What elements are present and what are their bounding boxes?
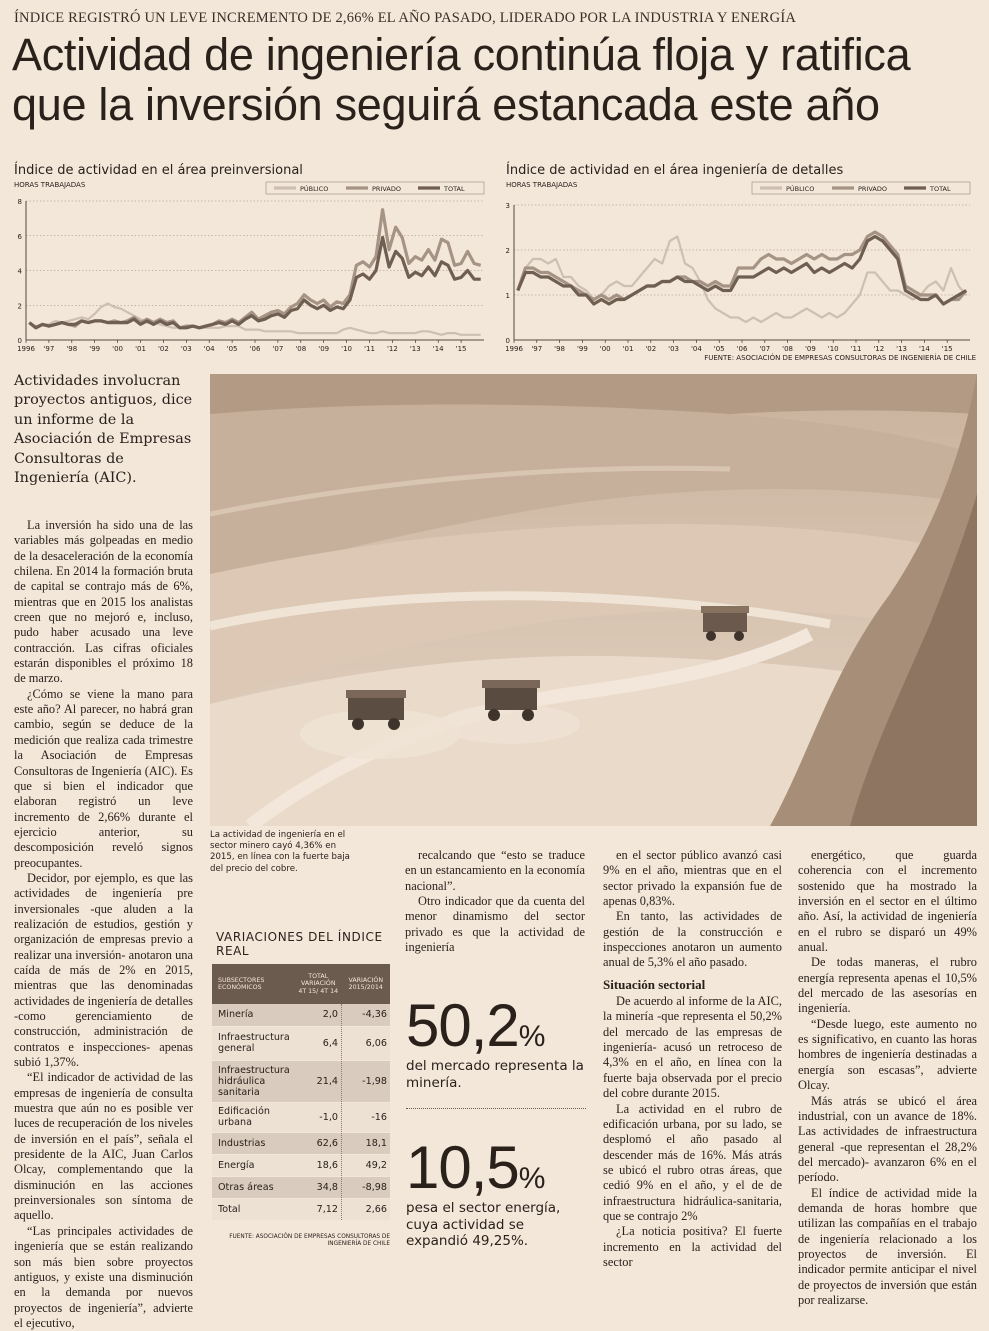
paragraph: La actividad en el rubro de edificación urbana, por su lado, se desplomó el año pasado al descender más de 16%. Más atrás se ubicó el rubro otras áreas, que cedió 9% en el año, y el de de infraestructura hidráulica-sanitaria, que se contrajo 2% (603, 1101, 782, 1223)
x-tick-label: '04 (690, 345, 702, 353)
table-cell: 49,2 (342, 1154, 391, 1176)
table-cell: 2,66 (342, 1198, 391, 1220)
x-tick-label: '05 (226, 345, 238, 353)
x-tick-label: '11 (364, 345, 375, 353)
table-cell: 34,8 (295, 1176, 342, 1198)
chart1-title: Índice de actividad en el área preinversional (14, 163, 303, 178)
chart-source: FUENTE: ASOCIACIÓN DE EMPRESAS CONSULTORAS DE INGENIERÍA DE CHILE (704, 354, 976, 362)
x-tick-label: '03 (668, 345, 680, 353)
paragraph: Más atrás se ubicó el área industrial, con un avance de 18%. Las actividades de infraestructura general -que representan el 28,2% del mercado)- avanzaron 6% en el período. (798, 1093, 977, 1185)
table-cell: 62,6 (295, 1132, 342, 1154)
table-row (212, 1004, 390, 1026)
fact2-text: pesa el sector energía, cuya actividad se expandió 49,25%. (406, 1200, 561, 1249)
x-tick-label: '10 (827, 345, 839, 353)
x-tick-label: 1996 (17, 345, 35, 353)
table-cell: Infraestructura hidráulica sanitaria (212, 1060, 295, 1102)
x-tick-label: '13 (409, 345, 421, 353)
fact2-number (406, 1134, 545, 1209)
series-line-total (518, 237, 966, 305)
fact2-value: 10,5 (406, 1134, 519, 1201)
column-5 (798, 848, 977, 1308)
legend-label: PRIVADO (372, 185, 401, 193)
x-tick-label: '02 (157, 345, 169, 353)
table-row (212, 1198, 390, 1220)
paragraph: De acuerdo al informe de la AIC, la minería -que representa el 50,2% del mercado de las empresas de ingeniería- acusó un retroceso de 4,3% en el año, en línea con la fuerte baja observada por el precio del cobre durante 2015. (603, 994, 782, 1101)
paragraph: Otro indicador que da cuenta del menor dinamismo del sector privado es que la actividad de ingeniería (405, 894, 585, 955)
x-tick-label: '02 (645, 345, 657, 353)
x-tick-label: '08 (782, 345, 794, 353)
x-tick-label: '04 (203, 345, 215, 353)
section-subhead: Situación sectorial (603, 976, 706, 992)
table-cell: Otras áreas (212, 1176, 295, 1198)
table-row (212, 1060, 390, 1102)
y-tick-label: 2 (17, 302, 22, 311)
table-cell: Energía (212, 1154, 295, 1176)
x-tick-label: '05 (713, 345, 725, 353)
table-cell: -8,98 (342, 1176, 391, 1198)
x-tick-label: '98 (66, 345, 78, 353)
kicker: ÍNDICE REGISTRÓ UN LEVE INCREMENTO DE 2,66% EL AÑO PASADO, LIDERADO POR LA INDUSTRIA Y ENERGÍA (14, 10, 797, 26)
table-cell: -4,36 (342, 1004, 391, 1026)
paragraph: “El indicador de actividad de las empresas de ingeniería de consulta muestra que aún no es posible ver luces de recuperación de los niveles de inversión en el país”, señala el presidente de la AIC, Juan Carlos Olcay, complementando que la disminución en las acciones preinversionales son síntoma de aquello. (14, 1070, 193, 1223)
legend-label: PRIVADO (858, 185, 887, 193)
x-tick-label: '12 (873, 345, 885, 353)
table-header: SUBSECTORES ECONÓMICOS (212, 964, 295, 1004)
fact1-unit: % (518, 1020, 545, 1053)
x-tick-label: '99 (576, 345, 588, 353)
paragraph: ¿La noticia positiva? El fuerte incremento en la actividad del sector (603, 1224, 782, 1269)
x-tick-label: '07 (759, 345, 771, 353)
table-cell: Total (212, 1198, 295, 1220)
x-tick-label: '15 (455, 345, 467, 353)
x-tick-label: '97 (531, 345, 543, 353)
column-3 (405, 848, 585, 955)
mine-photo (210, 374, 977, 826)
y-tick-label: 4 (17, 267, 22, 276)
x-tick-label: '15 (941, 345, 953, 353)
chart2-ylabel: HORAS TRABAJADAS (506, 181, 578, 189)
x-tick-label: '98 (554, 345, 566, 353)
table-row (212, 1132, 390, 1154)
table-header: VARIACIÓN 2015/2014 (342, 964, 391, 1004)
table-source: FUENTE: ASOCIACIÓN DE EMPRESAS CONSULTORAS DE INGENIERÍA DE CHILE (229, 1234, 390, 1247)
fact1-value: 50,2 (406, 992, 519, 1059)
paragraph: Decidor, por ejemplo, es que las actividades de ingeniería pre inversionales -que aluden a la realización de estudios, gestión y organización de empresas previo a realizar una inversión- anotaron una caída de más de 2% en 2015, mientras que las denominadas actividades de ingeniería de detalles -como gerenciamiento de construcción, administración de contratos e inspecciones- apenas subió 1,37%. (14, 870, 193, 1070)
paragraph: “Desde luego, este aumento no es significativo, en cuanto las horas hombres de ingeniería destinadas a energía son escasas”, advierte Olcay. (798, 1016, 977, 1093)
legend-label: PÚBLICO (300, 185, 329, 193)
x-tick-label: '09 (804, 345, 816, 353)
x-tick-label: '01 (622, 345, 634, 353)
chart2 (500, 180, 978, 355)
x-tick-label: '00 (112, 345, 124, 353)
x-tick-label: '12 (386, 345, 398, 353)
table-cell: Infraestructura general (212, 1026, 295, 1060)
table-cell: 18,6 (295, 1154, 342, 1176)
table-cell: 2,0 (295, 1004, 342, 1026)
paragraph: El índice de actividad mide la demanda de horas hombre que utilizan las compañías en el trabajo de ingeniería relacionado a los proyectos de inversión. El indicador permite anticipar el nivel de proyectos de inversión que están por realizarse. (798, 1185, 977, 1307)
table-cell: -1,98 (342, 1060, 391, 1102)
fact2-unit: % (518, 1162, 545, 1195)
legend-label: TOTAL (444, 185, 465, 193)
table-cell: 6,06 (342, 1026, 391, 1060)
fact1-number (406, 992, 545, 1067)
column-1 (14, 518, 193, 1331)
paragraph: De todas maneras, el rubro energía representa apenas el 10,5% del mercado de las asesorías en ingeniería. (798, 955, 977, 1016)
table-row (212, 1154, 390, 1176)
x-tick-label: '06 (736, 345, 748, 353)
x-tick-label: 1996 (505, 345, 523, 353)
paragraph: recalcando que “esto se traduce en un estancamiento en la economía nacional”. (405, 848, 585, 893)
column-4 (603, 848, 782, 1270)
variaciones-table (212, 964, 390, 1221)
mine-photo-image (210, 374, 977, 826)
y-tick-label: 0 (17, 337, 22, 345)
paragraph: En tanto, las actividades de gestión de la construcción e inspecciones anotaron un aumento anual de 5,3% el año pasado. (603, 909, 782, 970)
fact1-text: del mercado representa la minería. (406, 1058, 584, 1091)
y-tick-label: 2 (505, 247, 510, 255)
table-title: VARIACIONES DEL ÍNDICE REAL (216, 930, 383, 958)
y-tick-label: 3 (505, 202, 510, 210)
x-tick-label: '06 (249, 345, 261, 353)
y-tick-label: 0 (505, 337, 510, 345)
series-line-público (518, 237, 966, 323)
chart1 (8, 180, 490, 358)
x-tick-label: '03 (180, 345, 192, 353)
x-tick-label: '14 (432, 345, 444, 353)
divider (406, 1108, 586, 1109)
paragraph: ¿Cómo se viene la mano para este año? Al parecer, no habrá gran cambio, según se deduce de la medición que realiza cada trimestre la Asociación de Empresas Consultoras de Ingeniería (AIC). Es que si bien el indicador que elaboran registró un leve incremento de 2,66% durante el ejercicio anterior, su descomposición reveló signos preocupantes. (14, 686, 193, 870)
chart1-ylabel: HORAS TRABAJADAS (14, 181, 86, 189)
legend-label: TOTAL (930, 185, 951, 193)
table-cell: 21,4 (295, 1060, 342, 1102)
paragraph: La inversión ha sido una de las variables más golpeadas en medio de la desaceleración de la economía chilena. En 2014 la formación bruta de capital se contrajo más de 6%, mientras que en 2015 los analistas creen que no mejoró e, incluso, pudo haber acusado una leve contracción. Las cifras oficiales estarán disponibles el próximo 18 de marzo. (14, 518, 193, 686)
x-tick-label: '99 (89, 345, 101, 353)
x-tick-label: '00 (599, 345, 611, 353)
x-tick-label: '10 (341, 345, 353, 353)
table-row (212, 1176, 390, 1198)
x-tick-label: '09 (318, 345, 330, 353)
x-tick-label: '11 (850, 345, 862, 353)
photo-caption: La actividad de ingeniería en el sector minero cayó 4,36% en 2015, en línea con la fuerte baja del precio del cobre. (210, 830, 350, 874)
y-tick-label: 6 (17, 232, 22, 241)
headline: Actividad de ingeniería continúa floja y ratifica que la inversión seguirá estancada este año (12, 29, 911, 130)
x-tick-label: '13 (896, 345, 908, 353)
x-tick-label: '07 (272, 345, 284, 353)
table-cell: 6,4 (295, 1026, 342, 1060)
table-header: TOTAL VARIACIÓN 4T 15/ 4T 14 (295, 964, 342, 1004)
y-tick-label: 8 (17, 198, 22, 206)
table-header-row (212, 964, 390, 1004)
legend-label: PÚBLICO (786, 185, 815, 193)
x-tick-label: '08 (295, 345, 307, 353)
table-cell: 18,1 (342, 1132, 391, 1154)
y-tick-label: 1 (505, 292, 510, 300)
table-cell: Industrias (212, 1132, 295, 1154)
table-row (212, 1102, 390, 1132)
x-tick-label: '14 (918, 345, 930, 353)
paragraph: “Las principales actividades de ingeniería que se están realizando son más bien sobre proyectos antiguos, y existe una disminución en la demanda por nuevos proyectos de ingeniería”, advierte el ejecutivo, (14, 1223, 193, 1330)
x-tick-label: '97 (43, 345, 55, 353)
table-cell: Minería (212, 1004, 295, 1026)
paragraph: en el sector público avanzó casi 9% en el año, mientras que en el sector privado la expansión fue de apenas 0,83%. (603, 848, 782, 909)
paragraph: energético, que guarda coherencia con el incremento sostenido que ha mostrado la inversión en el sector en el último año. Así, la actividad de ingeniería en el rubro se disparó un 49% anual. (798, 848, 977, 955)
table-cell: 7,12 (295, 1198, 342, 1220)
table-cell: Edificación urbana (212, 1102, 295, 1132)
table-cell: -1,0 (295, 1102, 342, 1132)
table-row (212, 1026, 390, 1060)
chart2-title: Índice de actividad en el área ingeniería de detalles (506, 163, 844, 178)
table-cell: -16 (342, 1102, 391, 1132)
lede: Actividades involucran proyectos antiguos, dice un informe de la Asociación de Empresas Consultoras de Ingeniería (AIC). (14, 373, 193, 487)
x-tick-label: '01 (135, 345, 146, 353)
